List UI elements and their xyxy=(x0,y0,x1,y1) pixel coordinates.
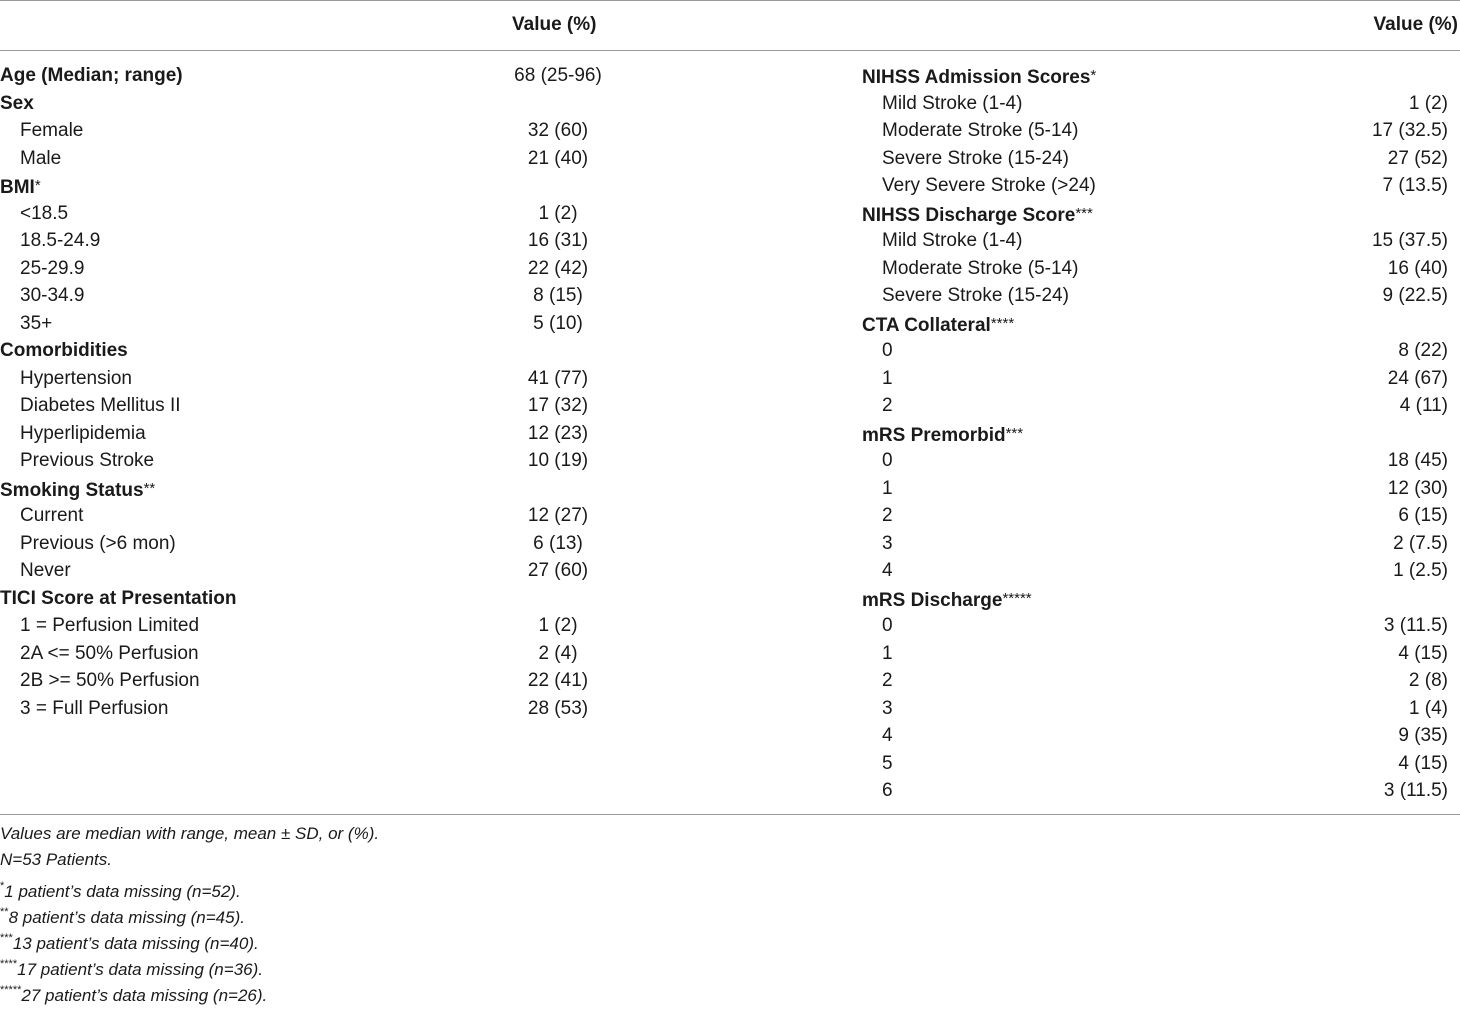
section-label xyxy=(0,62,183,90)
row-value: 17 (32.5) xyxy=(1371,120,1448,141)
label-text: 3 xyxy=(882,532,893,554)
section-label xyxy=(0,475,155,505)
row-value: 1 (2) xyxy=(538,615,578,636)
label-text: 4 xyxy=(882,725,893,746)
table-row xyxy=(0,365,830,393)
row-label xyxy=(882,255,1078,283)
label-text: Male xyxy=(20,147,62,169)
label-text: Very Severe Stroke (>24) xyxy=(882,175,1096,196)
footnote-text: Values are median with range, mean ± SD, or (%). xyxy=(0,824,380,843)
row-label xyxy=(882,750,893,778)
table-row xyxy=(862,695,1460,723)
section-row xyxy=(0,62,830,90)
label-text: 6 xyxy=(882,780,893,801)
row-value: 12 (27) xyxy=(527,505,589,526)
section-label xyxy=(0,172,41,202)
section-label xyxy=(862,310,1014,340)
row-label xyxy=(882,612,893,640)
table-row xyxy=(0,502,830,530)
row-label xyxy=(20,612,199,640)
section-row xyxy=(862,62,1460,90)
row-value: 3 (11.5) xyxy=(1383,780,1448,801)
section-row xyxy=(862,585,1460,613)
section-label xyxy=(862,200,1093,230)
label-text: 3 xyxy=(882,697,893,719)
footnote xyxy=(0,899,379,925)
label-text: 1 xyxy=(882,642,893,664)
table-row xyxy=(862,392,1460,420)
row-value: 8 (15) xyxy=(533,285,583,306)
table-row xyxy=(0,695,830,723)
row-label xyxy=(20,117,83,145)
label-text: 2 xyxy=(882,670,893,691)
footnote-mark: **** xyxy=(0,958,18,970)
footnote-text: 8 patient’s data missing (n=45). xyxy=(8,908,245,927)
label-text: Age (Median; range) xyxy=(0,65,183,86)
section-row xyxy=(0,172,830,200)
section-label xyxy=(862,585,1032,615)
footnote xyxy=(0,873,379,899)
label-text: Never xyxy=(20,560,71,581)
table-row xyxy=(862,722,1460,750)
table-row xyxy=(0,145,830,173)
footnote-marker: ** xyxy=(143,479,156,497)
footnote-text: 13 patient’s data missing (n=40). xyxy=(12,934,259,953)
footnote xyxy=(0,951,379,977)
table-row xyxy=(0,282,830,310)
label-text: Smoking Status xyxy=(0,479,144,501)
label-text: Current xyxy=(20,505,84,526)
section-label xyxy=(0,90,34,118)
footnotes xyxy=(0,821,379,1003)
row-value: 7 (13.5) xyxy=(1382,175,1448,196)
row-label xyxy=(882,392,893,420)
label-text: Mild Stroke (1-4) xyxy=(882,92,1023,114)
table-row xyxy=(0,530,830,558)
label-text: Hypertension xyxy=(20,367,132,389)
label-text: 35+ xyxy=(20,312,53,334)
row-value: 18 (45) xyxy=(1387,450,1448,471)
row-label xyxy=(882,475,893,503)
row-label xyxy=(20,392,181,420)
row-label xyxy=(882,667,893,695)
right-column xyxy=(862,62,1460,805)
row-value: 3 (11.5) xyxy=(1383,615,1448,636)
row-value: 28 (53) xyxy=(527,697,589,719)
table-row xyxy=(0,420,830,448)
footnote-mark: ***** xyxy=(0,984,22,996)
label-text: 1 xyxy=(882,477,893,499)
row-value: 27 (60) xyxy=(527,560,589,581)
row-value: 16 (40) xyxy=(1387,257,1448,279)
label-text: Moderate Stroke (5-14) xyxy=(882,120,1079,141)
label-text: 0 xyxy=(882,615,893,636)
label-text: Previous Stroke xyxy=(20,450,155,471)
row-label xyxy=(882,640,893,668)
row-label xyxy=(20,530,176,558)
table-row xyxy=(862,337,1460,365)
table-row xyxy=(862,172,1460,200)
label-text: 25-29.9 xyxy=(20,257,85,279)
label-text: 5 xyxy=(882,752,893,774)
footnote xyxy=(0,977,379,1003)
footnote xyxy=(0,847,379,873)
footnote-marker: ***** xyxy=(1002,589,1032,607)
table-row xyxy=(862,282,1460,310)
row-value: 1 (2) xyxy=(538,202,578,224)
label-text: 18.5-24.9 xyxy=(20,230,101,251)
table-row xyxy=(862,365,1460,393)
table-row xyxy=(862,447,1460,475)
row-label xyxy=(882,530,893,558)
label-text: mRS Premorbid xyxy=(862,424,1006,446)
label-text: Severe Stroke (15-24) xyxy=(882,147,1069,169)
label-text: 1 = Perfusion Limited xyxy=(20,615,200,636)
value-header-right: Value (%) xyxy=(1373,14,1458,35)
label-text: Diabetes Mellitus II xyxy=(20,395,181,416)
footnote-text: 27 patient’s data missing (n=26). xyxy=(21,986,268,1005)
label-text: 1 xyxy=(882,367,893,389)
table-bottom-rule xyxy=(0,814,1460,815)
table-row xyxy=(862,145,1460,173)
table-row xyxy=(862,90,1460,118)
table-row xyxy=(862,530,1460,558)
table-row xyxy=(862,227,1460,255)
table-row xyxy=(862,777,1460,805)
row-value: 1 (2) xyxy=(1408,92,1448,114)
row-label xyxy=(20,640,199,668)
label-text: Severe Stroke (15-24) xyxy=(882,285,1069,306)
section-label xyxy=(0,337,128,365)
label-text: 2A <= 50% Perfusion xyxy=(20,642,199,664)
row-label xyxy=(20,227,100,255)
label-text: 4 xyxy=(882,560,893,581)
table-row xyxy=(862,667,1460,695)
table-row xyxy=(0,447,830,475)
table-row xyxy=(0,310,830,338)
section-row xyxy=(0,585,830,613)
row-value: 9 (35) xyxy=(1398,725,1448,746)
footnote-marker: *** xyxy=(1005,424,1024,442)
table-row xyxy=(862,612,1460,640)
label-text: Comorbidities xyxy=(0,340,128,361)
label-text: Previous (>6 mon) xyxy=(20,532,176,554)
label-text: NIHSS Admission Scores xyxy=(862,67,1091,88)
row-value: 2 (7.5) xyxy=(1393,532,1448,554)
row-label xyxy=(20,365,132,393)
row-value: 32 (60) xyxy=(527,120,589,141)
footnote-marker: *** xyxy=(1075,204,1093,222)
row-value: 21 (40) xyxy=(527,147,589,169)
row-value: 22 (42) xyxy=(527,257,589,279)
label-text: BMI xyxy=(0,177,35,198)
footnote-mark: ** xyxy=(0,906,9,918)
footnote-marker: * xyxy=(1090,67,1097,84)
row-value: 10 (19) xyxy=(527,450,589,471)
row-label xyxy=(882,172,1096,200)
row-value: 22 (41) xyxy=(527,670,589,691)
section-label xyxy=(0,585,237,613)
row-value: 15 (37.5) xyxy=(1371,230,1448,251)
row-label xyxy=(20,420,146,448)
row-label xyxy=(882,145,1069,173)
row-label xyxy=(20,667,200,695)
label-text: 3 = Full Perfusion xyxy=(20,697,169,719)
table-row xyxy=(862,475,1460,503)
table-row xyxy=(862,750,1460,778)
label-text: 2B >= 50% Perfusion xyxy=(20,670,200,691)
row-label xyxy=(20,447,154,475)
label-text: mRS Discharge xyxy=(862,589,1003,611)
table-row xyxy=(0,612,830,640)
row-value: 24 (67) xyxy=(1387,367,1448,389)
row-value: 1 (2.5) xyxy=(1393,560,1448,581)
row-label xyxy=(882,557,893,585)
row-label xyxy=(882,447,893,475)
footnote-text: 1 patient’s data missing (n=52). xyxy=(4,882,241,901)
row-label xyxy=(20,557,71,585)
row-label xyxy=(20,695,168,723)
table-row xyxy=(0,640,830,668)
label-text: 2 xyxy=(882,505,893,526)
row-value: 17 (32) xyxy=(527,395,589,416)
row-label xyxy=(20,282,84,310)
table-row xyxy=(862,255,1460,283)
row-label xyxy=(882,502,893,530)
row-value: 4 (15) xyxy=(1398,642,1448,664)
row-value: 4 (15) xyxy=(1398,752,1448,774)
footnote-text: N=53 Patients. xyxy=(0,850,112,869)
row-label xyxy=(20,200,68,228)
section-row xyxy=(0,475,830,503)
table-row xyxy=(862,557,1460,585)
label-text: Hyperlipidemia xyxy=(20,422,146,444)
row-value: 68 (25-96) xyxy=(514,65,602,86)
table-row xyxy=(862,502,1460,530)
footnote xyxy=(0,821,379,847)
table-row xyxy=(862,640,1460,668)
row-value: 12 (30) xyxy=(1387,477,1448,499)
row-value: 9 (22.5) xyxy=(1382,285,1448,306)
label-text: TICI Score at Presentation xyxy=(0,587,237,609)
label-text: <18.5 xyxy=(20,202,69,224)
section-row xyxy=(862,310,1460,338)
footnote xyxy=(0,925,379,951)
row-value: 1 (4) xyxy=(1408,697,1448,719)
label-text: Mild Stroke (1-4) xyxy=(882,230,1023,251)
row-label xyxy=(882,117,1078,145)
row-value: 2 (4) xyxy=(538,642,578,664)
footnote-text: 17 patient’s data missing (n=36). xyxy=(17,960,263,979)
table-row xyxy=(0,667,830,695)
row-label xyxy=(20,255,84,283)
row-label xyxy=(882,90,1022,118)
row-value: 8 (22) xyxy=(1398,340,1448,361)
table-row xyxy=(0,557,830,585)
table-row xyxy=(0,227,830,255)
footnote-mark: * xyxy=(0,880,5,892)
table-row xyxy=(0,117,830,145)
section-row xyxy=(862,420,1460,448)
table-row xyxy=(0,200,830,228)
left-column xyxy=(0,62,830,722)
table-top-rule xyxy=(0,0,1460,1)
value-header-left: Value (%) xyxy=(512,14,597,35)
row-value: 2 (8) xyxy=(1408,670,1448,691)
label-text: 0 xyxy=(882,340,893,361)
section-label xyxy=(862,420,1023,450)
row-label xyxy=(882,337,893,365)
table-row xyxy=(0,392,830,420)
row-label xyxy=(20,502,83,530)
label-text: Female xyxy=(20,120,84,141)
row-value: 6 (15) xyxy=(1398,505,1448,526)
section-row xyxy=(862,200,1460,228)
row-value: 16 (31) xyxy=(527,230,589,251)
header-bottom-rule xyxy=(0,50,1460,51)
row-value: 12 (23) xyxy=(527,422,589,444)
label-text: Sex xyxy=(0,92,34,114)
section-label xyxy=(862,62,1096,92)
footnote-marker: * xyxy=(34,177,41,194)
row-label xyxy=(882,695,893,723)
row-label xyxy=(20,145,61,173)
table-row xyxy=(0,255,830,283)
label-text: CTA Collateral xyxy=(862,314,991,336)
label-text: 2 xyxy=(882,395,893,416)
row-label xyxy=(882,722,893,750)
footnote-mark: *** xyxy=(0,932,13,944)
label-text: 30-34.9 xyxy=(20,285,85,306)
row-label xyxy=(882,227,1022,255)
section-row xyxy=(0,337,830,365)
row-label xyxy=(882,282,1069,310)
row-value: 6 (13) xyxy=(533,532,583,554)
label-text: 0 xyxy=(882,450,893,471)
section-row xyxy=(0,90,830,118)
row-label xyxy=(20,310,52,338)
label-text: Moderate Stroke (5-14) xyxy=(882,257,1079,279)
row-value: 41 (77) xyxy=(527,367,589,389)
row-value: 4 (11) xyxy=(1399,395,1448,416)
row-value: 27 (52) xyxy=(1387,147,1448,169)
row-label xyxy=(882,777,893,805)
footnote-marker: **** xyxy=(990,314,1015,332)
table-row xyxy=(862,117,1460,145)
row-value: 5 (10) xyxy=(533,312,583,334)
row-label xyxy=(882,365,893,393)
label-text: NIHSS Discharge Score xyxy=(862,204,1076,226)
